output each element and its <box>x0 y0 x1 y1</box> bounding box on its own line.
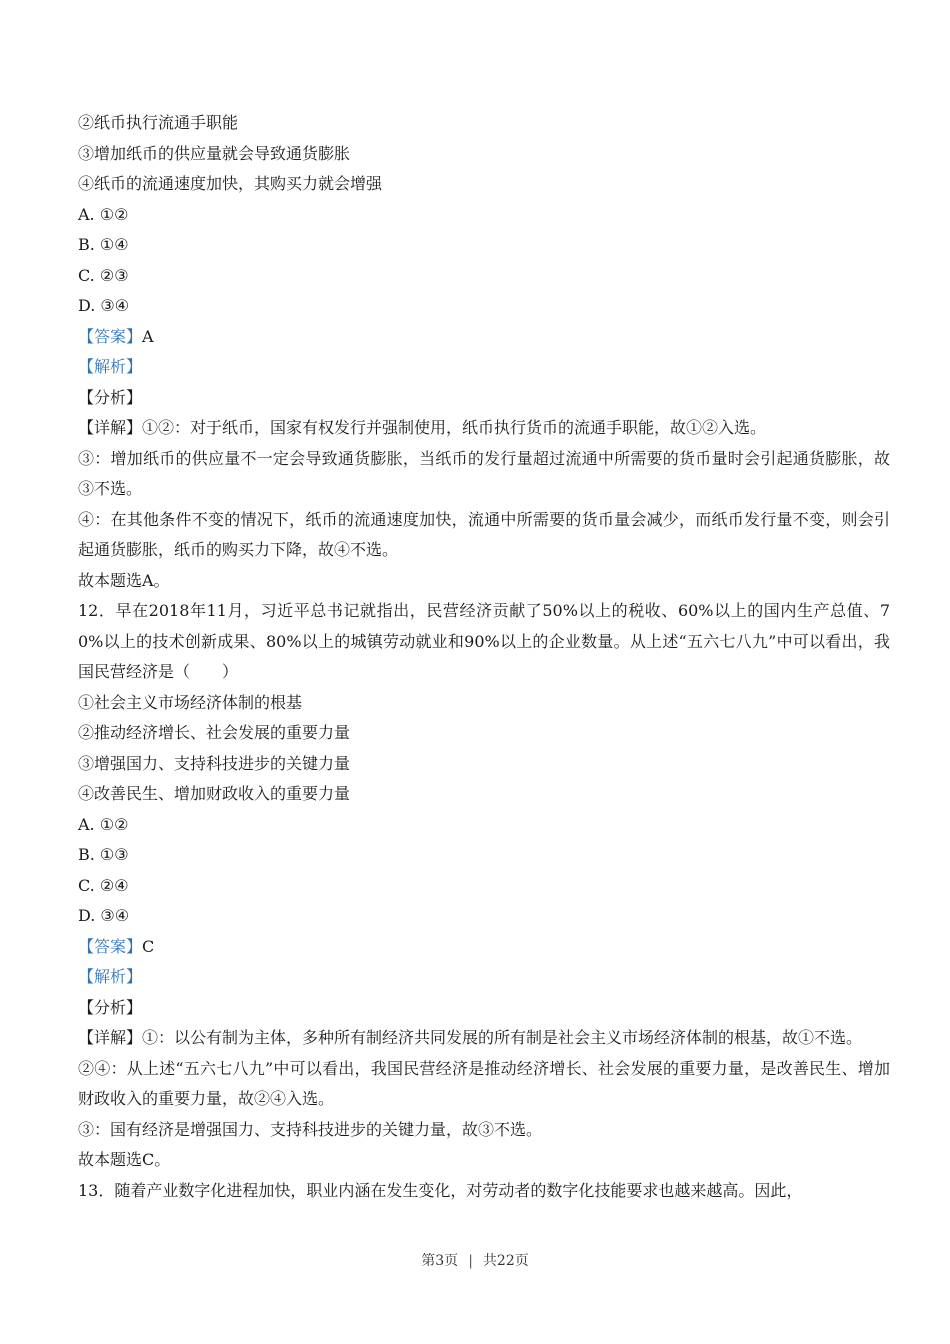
footer-separator: | <box>468 1253 473 1269</box>
answer-tag: 【答案】 <box>78 326 143 346</box>
q12-choice-c: C. ②④ <box>78 875 129 895</box>
q11-option-2: ②纸币执行流通手职能 <box>78 113 239 132</box>
q11-option-4: ④纸币的流通速度加快，其购买力就会增强 <box>78 174 383 193</box>
q12-option-1: ①社会主义市场经济体制的根基 <box>78 692 303 712</box>
q11-fenxi-heading: 【分析】 <box>78 387 143 407</box>
detail-tag: 【详解】 <box>78 418 143 437</box>
q12-detail-2: ②④：从上述“五六七八九”中可以看出，我国民营经济是推动经济增长、社会发展的重要力量，是改善民生、增加财政收入的重要力量，故②④入选。 <box>78 1058 890 1108</box>
q12-detail-3: ③：国有经济是增强国力、支持科技进步的关键力量，故③不选。 <box>78 1119 543 1139</box>
total-pages: 共22页 <box>482 1253 529 1269</box>
q11-detail-2: ③：增加纸币的供应量不一定会导致通货膨胀，当纸币的发行量超过流通中所需要的货币量时会引起通货膨胀，故③不选。 <box>78 448 890 498</box>
q11-detail-1: 【详解】①②：对于纸币，国家有权发行并强制使用，纸币执行货币的流通手职能，故①②入选。 <box>78 418 767 437</box>
page-number: 第3页 <box>421 1253 459 1269</box>
page-footer <box>0 1250 950 1270</box>
q11-choice-d: D. ③④ <box>78 296 130 315</box>
q11-choice-c: C. ②③ <box>78 265 129 285</box>
q12-choice-b: B. ①③ <box>78 845 129 864</box>
answer-value: C <box>142 936 155 956</box>
q12-option-3: ③增强国力、支持科技进步的关键力量 <box>78 753 351 773</box>
q11-choice-b: B. ①④ <box>78 235 129 254</box>
q12-option-2: ②推动经济增长、社会发展的重要力量 <box>78 723 351 742</box>
q12-conclusion: 故本题选C。 <box>78 1150 171 1169</box>
q12-stem: 12．早在2018年11月，习近平总书记就指出，民营经济贡献了50%以上的税收、60%以上的国内生产总值、70%以上的技术创新成果、80%以上的城镇劳动就业和90%以上的企业数量。从上述“五六七八九”中可以看出，我国民营经济是（ ） <box>78 601 890 681</box>
detail-tag: 【详解】 <box>78 1028 143 1047</box>
q11-jiexi-heading: 【解析】 <box>78 357 143 376</box>
q11-option-3: ③增加纸币的供应量就会导致通货膨胀 <box>78 143 351 163</box>
q12-jiexi-heading: 【解析】 <box>78 967 143 986</box>
q12-option-4: ④改善民生、增加财政收入的重要力量 <box>78 784 351 803</box>
q12-answer <box>78 932 890 963</box>
q12-choice-d: D. ③④ <box>78 906 130 925</box>
q12-detail-1: 【详解】①：以公有制为主体，多种所有制经济共同发展的所有制是社会主义市场经济体制的根基，故①不选。 <box>78 1028 863 1047</box>
q13-stem: 13．随着产业数字化进程加快，职业内涵在发生变化，对劳动者的数字化技能要求也越来越高。因此， <box>78 1180 803 1200</box>
q12-choice-a: A. ①② <box>78 814 129 834</box>
answer-tag: 【答案】 <box>78 936 143 956</box>
document-page <box>78 108 890 1206</box>
q11-choice-a: A. ①② <box>78 204 129 224</box>
q11-detail-3: ④：在其他条件不变的情况下，纸币的流通速度加快，流通中所需要的货币量会减少，而纸币发行量不变，则会引起通货膨胀，纸币的购买力下降，故④不选。 <box>78 509 890 559</box>
q11-conclusion: 故本题选A。 <box>78 570 170 590</box>
q11-answer <box>78 322 890 353</box>
q12-fenxi-heading: 【分析】 <box>78 997 143 1017</box>
answer-value: A <box>142 326 154 346</box>
